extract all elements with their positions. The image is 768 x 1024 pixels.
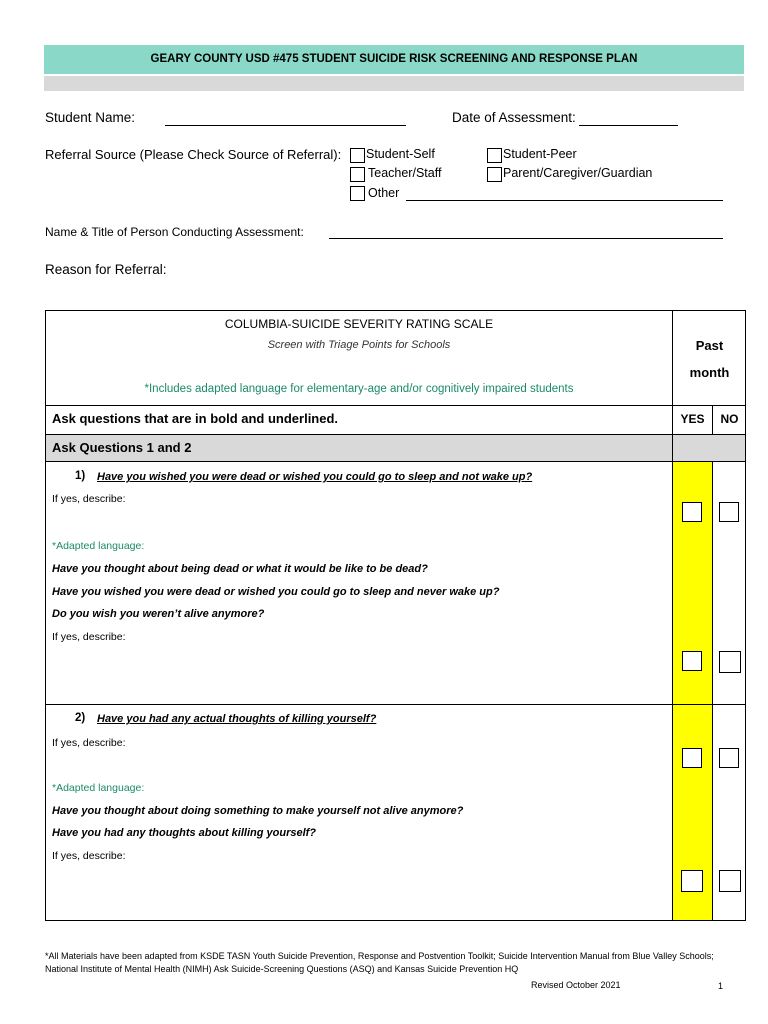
question-2-no-checkbox[interactable]: [719, 748, 739, 768]
row-divider: [45, 704, 746, 705]
question-1-describe: If yes, describe:: [52, 493, 126, 505]
question-2-describe-2: If yes, describe:: [52, 850, 126, 862]
other-field[interactable]: [406, 200, 723, 201]
question-1-text: Have you wished you were dead or wished you could go to sleep and not wake up?: [97, 471, 533, 483]
question-1-adapted-1: Have you thought about being dead or what it would be like to be dead?: [52, 563, 428, 575]
footer-note: *All Materials have been adapted from KSDE TASN Youth Suicide Prevention, Response and Postvention Toolkit; Suicide Intervention Manual from Blue Valley Schools; National Institute of Mental Health (NIMH) Ask Suicide-Screening Questions (ASQ) and Kansas Suicide Prevention HQ: [45, 951, 714, 974]
row-divider: [45, 434, 746, 435]
page-title: GEARY COUNTY USD #475 STUDENT SUICIDE RISK SCREENING AND RESPONSE PLAN: [44, 45, 744, 74]
question-2-adapted-2: Have you had any thoughts about killing yourself?: [52, 827, 317, 839]
question-2-number: 2): [75, 712, 86, 724]
option-parent-caregiver: Parent/Caregiver/Guardian: [503, 166, 653, 180]
yes-header: YES: [680, 412, 705, 426]
question-1-number: 1): [75, 470, 86, 482]
row-divider: [45, 461, 746, 462]
scale-title: COLUMBIA-SUICIDE SEVERITY RATING SCALE: [224, 317, 494, 331]
checkbox-teacher-staff[interactable]: [350, 167, 365, 182]
option-student-self: Student-Self: [366, 147, 435, 161]
month-label: month: [689, 365, 730, 380]
date-field[interactable]: [579, 125, 678, 126]
checkbox-other[interactable]: [350, 186, 365, 201]
footer-revised: Revised October 2021: [531, 980, 621, 990]
question-2-adapted-no-checkbox[interactable]: [719, 870, 741, 892]
question-1-describe-2: If yes, describe:: [52, 631, 126, 643]
question-1-yes-checkbox[interactable]: [682, 502, 702, 522]
row-divider: [45, 405, 746, 406]
date-label: Date of Assessment:: [452, 110, 576, 125]
yes-column-highlight: [672, 462, 712, 920]
checkbox-parent-caregiver[interactable]: [487, 167, 502, 182]
col-divider: [712, 462, 713, 921]
checkbox-student-peer[interactable]: [487, 148, 502, 163]
option-teacher-staff: Teacher/Staff: [368, 166, 442, 180]
question-1-adapted-label: *Adapted language:: [52, 540, 145, 552]
assessor-field[interactable]: [329, 238, 723, 239]
section-label: Ask Questions 1 and 2: [52, 440, 192, 455]
question-1-no-checkbox[interactable]: [719, 502, 739, 522]
question-2-describe: If yes, describe:: [52, 737, 126, 749]
assessor-label: Name & Title of Person Conducting Assessment:: [45, 225, 304, 239]
past-label: Past: [695, 338, 724, 353]
referral-label: Referral Source (Please Check Source of Referral):: [45, 147, 342, 162]
page-number: 1: [718, 981, 724, 991]
checkbox-student-self[interactable]: [350, 148, 365, 163]
question-1-adapted-no-checkbox[interactable]: [719, 651, 741, 673]
question-2-text: Have you had any actual thoughts of killing yourself?: [97, 713, 377, 725]
question-2-adapted-yes-checkbox[interactable]: [681, 870, 703, 892]
col-divider: [672, 310, 673, 921]
question-2-adapted-1: Have you thought about doing something to make yourself not alive anymore?: [52, 805, 464, 817]
student-name-label: Student Name:: [45, 110, 136, 125]
question-2-adapted-label: *Adapted language:: [52, 782, 145, 794]
instruction-text: Ask questions that are in bold and underlined.: [52, 411, 339, 426]
scale-subtitle: Screen with Triage Points for Schools: [267, 339, 451, 351]
reason-label: Reason for Referral:: [45, 262, 167, 277]
student-name-field[interactable]: [165, 125, 406, 126]
question-1-adapted-3: Do you wish you weren’t alive anymore?: [52, 608, 265, 620]
no-header: NO: [720, 412, 739, 426]
option-other: Other: [368, 186, 400, 200]
scale-note: *Includes adapted language for elementary-age and/or cognitively impaired students: [144, 383, 574, 395]
option-student-peer: Student-Peer: [503, 147, 577, 161]
question-1-adapted-2: Have you wished you were dead or wished you could go to sleep and never wake up?: [52, 586, 500, 598]
header-band: [44, 76, 744, 91]
question-1-adapted-yes-checkbox[interactable]: [682, 651, 702, 671]
question-2-yes-checkbox[interactable]: [682, 748, 702, 768]
